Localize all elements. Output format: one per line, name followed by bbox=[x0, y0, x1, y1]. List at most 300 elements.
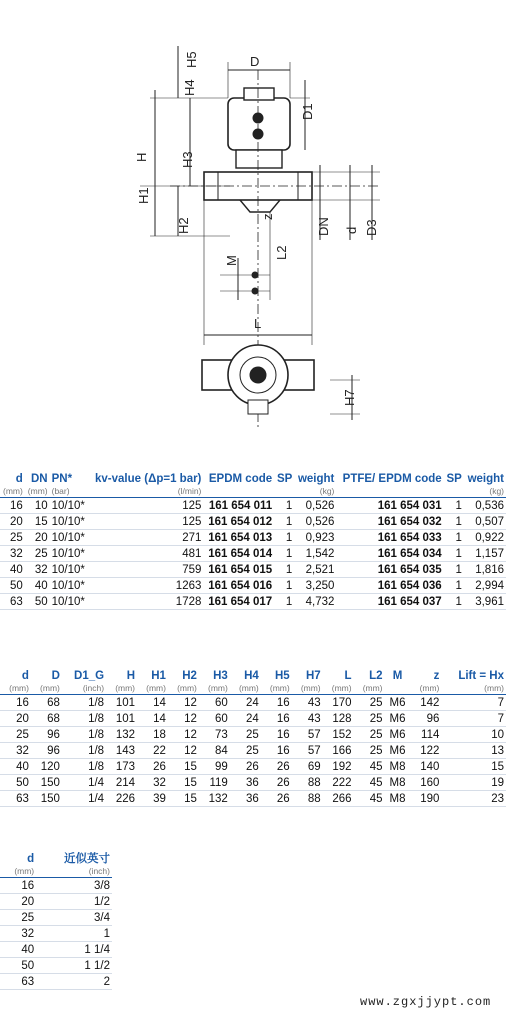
column-header-unit: (mm) bbox=[27, 486, 48, 496]
table-cell: 25 bbox=[0, 727, 31, 743]
table-header-row bbox=[0, 472, 506, 498]
table-cell: 39 bbox=[137, 791, 168, 807]
table-cell: 12 bbox=[168, 695, 199, 711]
table-cell: 1 bbox=[36, 926, 112, 942]
column-header-unit: (mm) bbox=[331, 683, 352, 693]
table-cell: 40 bbox=[0, 942, 36, 958]
dim-label-H4: H4 bbox=[182, 79, 197, 96]
table-cell: 26 bbox=[230, 759, 261, 775]
table-row bbox=[0, 711, 506, 727]
table-cell: 1/4 bbox=[62, 791, 106, 807]
dimensions-table bbox=[0, 669, 506, 807]
table-cell: 1 1/2 bbox=[36, 958, 112, 974]
table-cell: 23 bbox=[441, 791, 506, 807]
table-cell: 57 bbox=[292, 743, 323, 759]
column-header-unit: (mm) bbox=[208, 683, 228, 693]
column-header-label: H4 bbox=[244, 670, 259, 682]
column-header-label: L2 bbox=[369, 670, 383, 682]
table-cell: 101 bbox=[106, 695, 137, 711]
table-cell: 16 bbox=[0, 498, 25, 514]
technical-drawing bbox=[0, 0, 516, 430]
table-cell: 1/8 bbox=[62, 711, 106, 727]
table-cell: 96 bbox=[410, 711, 441, 727]
table-cell: 16 bbox=[261, 711, 292, 727]
table-cell: 19 bbox=[441, 775, 506, 791]
table-cell: 26 bbox=[261, 775, 292, 791]
table-cell: 16 bbox=[261, 743, 292, 759]
table-cell: 1 bbox=[444, 546, 464, 562]
table-cell: 10 bbox=[441, 727, 506, 743]
column-header bbox=[137, 669, 168, 695]
table-cell: 12 bbox=[168, 711, 199, 727]
column-header-unit: (l/min) bbox=[177, 486, 202, 496]
column-header-label: H5 bbox=[275, 670, 290, 682]
table-cell: 32 bbox=[0, 743, 31, 759]
table-cell: 128 bbox=[323, 711, 354, 727]
table-cell: 143 bbox=[106, 743, 137, 759]
table-cell: 1/8 bbox=[62, 695, 106, 711]
column-header bbox=[336, 472, 443, 498]
table-row bbox=[0, 514, 506, 530]
column-header-unit: (mm) bbox=[177, 683, 197, 693]
table-cell: 24 bbox=[230, 711, 261, 727]
table-cell: 24 bbox=[230, 695, 261, 711]
table-cell: 1/8 bbox=[62, 759, 106, 775]
table-cell: 1,542 bbox=[294, 546, 336, 562]
column-header-label: SP bbox=[276, 473, 293, 485]
table-cell: 266 bbox=[323, 791, 354, 807]
column-header-label: H2 bbox=[182, 670, 197, 682]
table-cell: 60 bbox=[199, 711, 230, 727]
dim-label-L: L bbox=[254, 316, 262, 331]
table-row bbox=[0, 759, 506, 775]
column-header-unit: (kg) bbox=[319, 486, 335, 496]
column-header-unit: (mm) bbox=[300, 683, 321, 693]
table-cell: 3,961 bbox=[464, 594, 506, 610]
table-cell: 69 bbox=[292, 759, 323, 775]
table-cell: 10/10* bbox=[50, 498, 89, 514]
table-cell: 50 bbox=[0, 958, 36, 974]
valve-dimension-drawing bbox=[0, 0, 516, 430]
table-row bbox=[0, 942, 112, 958]
column-header-label: d bbox=[21, 670, 29, 682]
column-header bbox=[292, 669, 323, 695]
table-cell: 12 bbox=[168, 743, 199, 759]
order-code-table bbox=[0, 472, 506, 610]
table-cell: 1 bbox=[274, 594, 294, 610]
table-cell: 20 bbox=[25, 530, 50, 546]
table-cell: 1 bbox=[444, 594, 464, 610]
table-cell: 2,521 bbox=[294, 562, 336, 578]
column-header-label: H7 bbox=[305, 670, 321, 682]
table-cell: 10/10* bbox=[50, 514, 89, 530]
table-cell: 10/10* bbox=[50, 562, 89, 578]
dim-label-H1: H1 bbox=[136, 187, 151, 204]
table-cell: 1728 bbox=[88, 594, 203, 610]
table-cell: 101 bbox=[106, 711, 137, 727]
table-cell: 1,816 bbox=[464, 562, 506, 578]
table-cell: 161 654 032 bbox=[336, 514, 443, 530]
column-header bbox=[464, 472, 506, 498]
dim-label-H7: H7 bbox=[342, 389, 357, 406]
table-cell: 1,157 bbox=[464, 546, 506, 562]
table-cell: 161 654 013 bbox=[203, 530, 274, 546]
table-row bbox=[0, 498, 506, 514]
table-cell: 16 bbox=[261, 727, 292, 743]
table-cell: 20 bbox=[0, 894, 36, 910]
table-cell: 125 bbox=[88, 514, 203, 530]
table-cell: 161 654 037 bbox=[336, 594, 443, 610]
table-cell: 1/8 bbox=[62, 743, 106, 759]
column-header bbox=[31, 669, 62, 695]
column-header-label: kv-value (Δp=1 bar) bbox=[95, 473, 202, 485]
table-cell: 114 bbox=[410, 727, 441, 743]
column-header bbox=[203, 472, 274, 498]
dim-label-L2: L2 bbox=[274, 245, 289, 260]
column-header-unit: (bar) bbox=[51, 486, 70, 496]
table-row bbox=[0, 878, 112, 894]
table-cell: M8 bbox=[385, 791, 411, 807]
table-row bbox=[0, 974, 112, 990]
table-cell: 170 bbox=[323, 695, 354, 711]
table-cell: 0,923 bbox=[294, 530, 336, 546]
table-cell: 50 bbox=[0, 578, 25, 594]
table-cell: 32 bbox=[0, 546, 25, 562]
table-cell: 15 bbox=[168, 791, 199, 807]
table-cell: 50 bbox=[25, 594, 50, 610]
table-cell: 15 bbox=[168, 775, 199, 791]
table-cell: 25 bbox=[354, 695, 385, 711]
table-cell: 26 bbox=[137, 759, 168, 775]
table-cell: 152 bbox=[323, 727, 354, 743]
table-header-row bbox=[0, 852, 112, 878]
table-cell: 14 bbox=[137, 695, 168, 711]
table-cell: 150 bbox=[31, 791, 62, 807]
table-cell: 96 bbox=[31, 743, 62, 759]
column-header bbox=[230, 669, 261, 695]
table-cell: 161 654 031 bbox=[336, 498, 443, 514]
column-header-label: SP bbox=[446, 473, 462, 485]
table-cell: 2 bbox=[36, 974, 112, 990]
column-header bbox=[294, 472, 336, 498]
column-header bbox=[50, 472, 89, 498]
column-header-unit: (mm) bbox=[40, 683, 60, 693]
column-header-label: DN bbox=[31, 473, 48, 485]
table-cell: 1/4 bbox=[62, 775, 106, 791]
table-cell: 161 654 036 bbox=[336, 578, 443, 594]
column-header bbox=[36, 852, 112, 878]
table-cell: 32 bbox=[0, 926, 36, 942]
table-cell: 161 654 015 bbox=[203, 562, 274, 578]
table-row bbox=[0, 910, 112, 926]
table-cell: 1263 bbox=[88, 578, 203, 594]
column-header bbox=[261, 669, 292, 695]
table-row bbox=[0, 578, 506, 594]
table-cell: 60 bbox=[199, 695, 230, 711]
table-cell: 26 bbox=[261, 759, 292, 775]
table-row bbox=[0, 562, 506, 578]
table-cell: 1 bbox=[274, 578, 294, 594]
table-cell: 140 bbox=[410, 759, 441, 775]
column-header-label: Lift = Hx bbox=[458, 670, 504, 682]
column-header-unit: (mm) bbox=[2, 486, 23, 496]
table-cell: 3,250 bbox=[294, 578, 336, 594]
column-header-unit: (inch) bbox=[88, 866, 110, 876]
table-cell: 36 bbox=[230, 791, 261, 807]
table-cell: 481 bbox=[88, 546, 203, 562]
table-cell: 10/10* bbox=[50, 530, 89, 546]
table-cell: 84 bbox=[199, 743, 230, 759]
table-header-row bbox=[0, 669, 506, 695]
dim-label-D: D bbox=[250, 54, 260, 69]
table-cell: M6 bbox=[385, 727, 411, 743]
column-header-label: M bbox=[392, 670, 403, 682]
dim-label-H2: H2 bbox=[176, 217, 191, 234]
column-header bbox=[62, 669, 106, 695]
table-cell: 63 bbox=[0, 974, 36, 990]
table-cell: 18 bbox=[137, 727, 168, 743]
table-cell: 57 bbox=[292, 727, 323, 743]
column-header-unit: (mm) bbox=[9, 683, 29, 693]
column-header bbox=[88, 472, 203, 498]
table-cell: 96 bbox=[31, 727, 62, 743]
table-cell: 3/4 bbox=[36, 910, 112, 926]
column-header-label: d bbox=[27, 853, 35, 865]
table-cell: 25 bbox=[230, 727, 261, 743]
table-cell: 166 bbox=[323, 743, 354, 759]
table-cell: 190 bbox=[410, 791, 441, 807]
column-header-unit: (mm) bbox=[484, 683, 504, 693]
table-cell: 32 bbox=[25, 562, 50, 578]
dim-label-D1: D1 bbox=[300, 103, 315, 120]
table-cell: 12 bbox=[168, 727, 199, 743]
table-cell: 88 bbox=[292, 775, 323, 791]
table-cell: 16 bbox=[0, 695, 31, 711]
dim-label-d: d bbox=[344, 226, 359, 234]
table-cell: 14 bbox=[137, 711, 168, 727]
table-cell: 222 bbox=[323, 775, 354, 791]
column-header-label: d bbox=[15, 473, 23, 485]
column-header-unit: (mm) bbox=[115, 683, 136, 693]
column-header bbox=[441, 669, 506, 695]
table-cell: 15 bbox=[168, 759, 199, 775]
table-cell: 25 bbox=[0, 530, 25, 546]
table-cell: 45 bbox=[354, 759, 385, 775]
table-cell: M6 bbox=[385, 695, 411, 711]
table-cell: 1 bbox=[274, 546, 294, 562]
table-cell: 25 bbox=[230, 743, 261, 759]
table-cell: 25 bbox=[354, 743, 385, 759]
table-cell: 40 bbox=[25, 578, 50, 594]
column-header-label: H bbox=[126, 670, 136, 682]
table-cell: 22 bbox=[137, 743, 168, 759]
table-cell: 1 bbox=[274, 562, 294, 578]
table-cell: 759 bbox=[88, 562, 203, 578]
column-header bbox=[0, 852, 36, 878]
table-cell: M8 bbox=[385, 759, 411, 775]
column-header-label: H1 bbox=[151, 670, 166, 682]
table-cell: 1 bbox=[444, 562, 464, 578]
column-header bbox=[274, 472, 294, 498]
table-row bbox=[0, 958, 112, 974]
table-cell: 1 bbox=[274, 514, 294, 530]
column-header-label: EPDM code bbox=[208, 473, 273, 485]
column-header-label: PTFE/ EPDM code bbox=[342, 473, 442, 485]
table-cell: 16 bbox=[261, 695, 292, 711]
table-cell: 1 bbox=[444, 514, 464, 530]
column-header-label: weight bbox=[297, 473, 335, 485]
table-cell: 1 bbox=[444, 578, 464, 594]
table-cell: 150 bbox=[31, 775, 62, 791]
column-header bbox=[106, 669, 137, 695]
table-cell: 43 bbox=[292, 695, 323, 711]
table-cell: 45 bbox=[354, 775, 385, 791]
table-cell: 161 654 012 bbox=[203, 514, 274, 530]
column-header-unit: (mm) bbox=[419, 683, 440, 693]
column-header bbox=[199, 669, 230, 695]
table-cell: 0,526 bbox=[294, 514, 336, 530]
column-header-label: 近似英寸 bbox=[64, 853, 110, 865]
table-cell: 1 1/4 bbox=[36, 942, 112, 958]
column-header-label: D1_G bbox=[74, 670, 105, 682]
table-cell: 16 bbox=[0, 878, 36, 894]
table-cell: 36 bbox=[230, 775, 261, 791]
table-cell: 0,922 bbox=[464, 530, 506, 546]
column-header-label: H3 bbox=[213, 670, 228, 682]
table-cell: 25 bbox=[354, 727, 385, 743]
table-cell: 63 bbox=[0, 594, 25, 610]
table-cell: 15 bbox=[25, 514, 50, 530]
column-header bbox=[354, 669, 385, 695]
table-cell: 125 bbox=[88, 498, 203, 514]
table-cell: 10/10* bbox=[50, 546, 89, 562]
table-cell: 161 654 033 bbox=[336, 530, 443, 546]
column-header-label: PN* bbox=[51, 473, 73, 485]
table-cell: 3/8 bbox=[36, 878, 112, 894]
table-cell: 1 bbox=[444, 530, 464, 546]
table-cell: 13 bbox=[441, 743, 506, 759]
table-cell: 10/10* bbox=[50, 578, 89, 594]
table-cell: 40 bbox=[0, 759, 31, 775]
table-cell: 0,526 bbox=[294, 498, 336, 514]
table-cell: 25 bbox=[25, 546, 50, 562]
column-header-unit: (mm) bbox=[14, 866, 35, 876]
column-header bbox=[385, 669, 411, 695]
table-row bbox=[0, 695, 506, 711]
table-cell: 161 654 035 bbox=[336, 562, 443, 578]
table-cell: 161 654 034 bbox=[336, 546, 443, 562]
table-cell: 15 bbox=[441, 759, 506, 775]
table-row bbox=[0, 546, 506, 562]
table-cell: 40 bbox=[0, 562, 25, 578]
table-cell: 73 bbox=[199, 727, 230, 743]
table-cell: 1/8 bbox=[62, 727, 106, 743]
column-header bbox=[168, 669, 199, 695]
column-header-label: D bbox=[51, 670, 60, 682]
table-cell: 26 bbox=[261, 791, 292, 807]
table-cell: M8 bbox=[385, 775, 411, 791]
table-cell: 142 bbox=[410, 695, 441, 711]
column-header-unit: (mm) bbox=[238, 683, 259, 693]
column-header bbox=[323, 669, 354, 695]
table-cell: 20 bbox=[0, 711, 31, 727]
table-row bbox=[0, 530, 506, 546]
table-cell: 271 bbox=[88, 530, 203, 546]
table-cell: 122 bbox=[410, 743, 441, 759]
table-cell: 99 bbox=[199, 759, 230, 775]
table-cell: 132 bbox=[199, 791, 230, 807]
table-row bbox=[0, 926, 112, 942]
table-cell: 25 bbox=[354, 711, 385, 727]
column-header-label: L bbox=[344, 670, 352, 682]
table-row bbox=[0, 791, 506, 807]
column-header bbox=[25, 472, 50, 498]
table-cell: 50 bbox=[0, 775, 31, 791]
table-row bbox=[0, 743, 506, 759]
table-cell: 45 bbox=[354, 791, 385, 807]
table-cell: M6 bbox=[385, 743, 411, 759]
table-cell: 226 bbox=[106, 791, 137, 807]
column-header-unit: (mm) bbox=[146, 683, 166, 693]
table-cell: 120 bbox=[31, 759, 62, 775]
table-cell: 2,994 bbox=[464, 578, 506, 594]
table-cell: 161 654 014 bbox=[203, 546, 274, 562]
table-cell: 4,732 bbox=[294, 594, 336, 610]
table-cell: 1 bbox=[444, 498, 464, 514]
table-cell: 7 bbox=[441, 711, 506, 727]
table-cell: 43 bbox=[292, 711, 323, 727]
table-cell: 161 654 016 bbox=[203, 578, 274, 594]
table-cell: 0,507 bbox=[464, 514, 506, 530]
table-cell: 10 bbox=[25, 498, 50, 514]
table-cell: 1/2 bbox=[36, 894, 112, 910]
table-cell: 161 654 017 bbox=[203, 594, 274, 610]
table-cell: 10/10* bbox=[50, 594, 89, 610]
column-header-label: weight bbox=[467, 473, 504, 485]
table-cell: 161 654 011 bbox=[203, 498, 274, 514]
watermark: www.zgxjjypt.com bbox=[360, 995, 492, 1009]
table-cell: 192 bbox=[323, 759, 354, 775]
column-header bbox=[410, 669, 441, 695]
inch-conversion-table bbox=[0, 852, 112, 990]
dim-label-D3: D3 bbox=[364, 219, 379, 236]
table-cell: 7 bbox=[441, 695, 506, 711]
column-header-unit: (mm) bbox=[362, 683, 383, 693]
dim-label-H3: H3 bbox=[180, 151, 195, 168]
column-header-unit: (mm) bbox=[269, 683, 290, 693]
table-row bbox=[0, 727, 506, 743]
dim-label-M: M bbox=[224, 255, 239, 266]
column-header bbox=[444, 472, 464, 498]
table-cell: M6 bbox=[385, 711, 411, 727]
table-row bbox=[0, 594, 506, 610]
table-cell: 32 bbox=[137, 775, 168, 791]
dim-label-DN: DN bbox=[316, 217, 331, 236]
dim-label-H5: H5 bbox=[184, 51, 199, 68]
table-cell: 0,536 bbox=[464, 498, 506, 514]
table-cell: 63 bbox=[0, 791, 31, 807]
dim-label-z: z bbox=[260, 213, 275, 220]
table-cell: 68 bbox=[31, 711, 62, 727]
column-header bbox=[0, 669, 31, 695]
table-cell: 1 bbox=[274, 530, 294, 546]
table-cell: 1 bbox=[274, 498, 294, 514]
table-row bbox=[0, 894, 112, 910]
table-cell: 160 bbox=[410, 775, 441, 791]
table-cell: 173 bbox=[106, 759, 137, 775]
table-row bbox=[0, 775, 506, 791]
table-cell: 20 bbox=[0, 514, 25, 530]
